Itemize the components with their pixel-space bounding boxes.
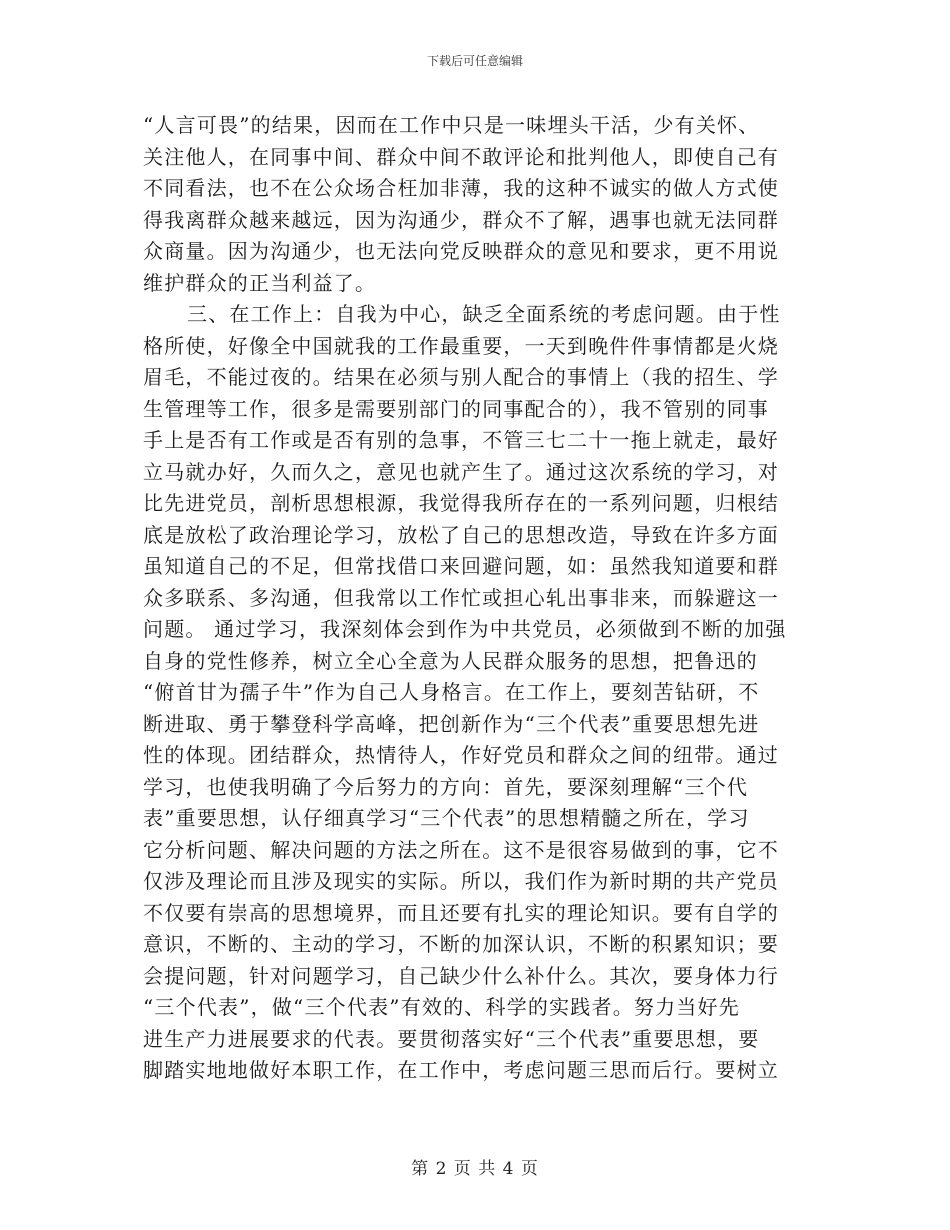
text-line: 脚踏实地地做好本职工作，在工作中，考虑问题三思而后行。要树立 xyxy=(143,1058,779,1082)
text-line: 眉毛，不能过夜的。结果在必须与别人配合的事情上（我的招生、学 xyxy=(143,365,779,389)
page-header: 下载后可任意编辑 xyxy=(426,54,523,68)
text-line: 问题。 通过学习，我深刻体会到作为中共党员，必须做到不断的加强 xyxy=(143,617,787,641)
text-line: 维护群众的正当利益了。 xyxy=(143,270,377,295)
text-line: 格所使，好像全中国就我的工作最重要，一天到晚件件事情都是火烧 xyxy=(143,333,779,358)
text-line: 它分析问题、解决问题的方法之所在。这不是很容易做到的事，它不 xyxy=(143,837,779,862)
text-line: 生管理等工作，很多是需要别部门的同事配合的），我不管别的同事 xyxy=(143,396,769,421)
text-line: 不同看法，也不在公众场合枉加非薄，我的这种不诚实的做人方式使 xyxy=(143,176,779,200)
text-line: 众多联系、多沟通，但我常以工作忙或担心轧出事非来，而躲避这一 xyxy=(143,585,779,610)
text-line: 底是放松了政治理论学习，放松了自己的思想改造，导致在许多方面 xyxy=(143,522,779,547)
text-line: 得我离群众越来越远，因为沟通少，群众不了解，遇事也就无法同群 xyxy=(143,207,779,232)
text-line: 比先进党员，剖析思想根源，我觉得我所存在的一系列问题，归根结 xyxy=(143,491,779,515)
text-line: 表”重要思想，认仔细真学习“三个代表”的思想精髓之所在，学习 xyxy=(143,806,750,830)
text-line: 立马就办好，久而久之，意见也就产生了。通过这次系统的学习，对 xyxy=(143,459,779,484)
text-line: 意识，不断的、主动的学习，不断的加深认识，不断的积累知识；要 xyxy=(143,932,779,956)
document-body xyxy=(143,110,803,1087)
text-line: “三个代表”，做“三个代表”有效的、科学的实践者。努力当好先 xyxy=(143,995,740,1019)
text-line: 手上是否有工作或是否有别的急事，不管三七二十一拖上就走，最好 xyxy=(143,428,779,452)
text-line: 进生产力进展要求的代表。要贯彻落实好“三个代表”重要思想，要 xyxy=(143,1026,760,1051)
text-line: “人言可畏”的结果，因而在工作中只是一味埋头干活，少有关怀、 xyxy=(143,113,760,137)
text-line: 仅涉及理论而且涉及现实的实际。所以，我们作为新时期的共产党员 xyxy=(143,869,779,893)
text-line: 关注他人，在同事中间、群众中间不敢评论和批判他人，即使自己有 xyxy=(143,144,779,169)
text-line: 断进取、勇于攀登科学高峰，把创新作为“三个代表”重要思想先进 xyxy=(143,711,760,736)
text-line: 学习，也使我明确了今后努力的方向：首先，要深刻理解“三个代 xyxy=(143,774,749,799)
page-number-footer: 第 2 页 共 4 页 xyxy=(411,1159,539,1179)
text-line: 不仅要有崇高的思想境界，而且还要有扎实的理论知识。要有自学的 xyxy=(143,900,779,925)
text-line: 自身的党性修养，树立全心全意为人民群众服务的思想，把鲁迅的 xyxy=(143,648,758,673)
text-line: 性的体现。团结群众，热情待人，作好党员和群众之间的纽带。通过 xyxy=(143,743,779,767)
text-line: “俯首甘为孺子牛”作为自己人身格言。在工作上，要刻苦钻研，不 xyxy=(143,680,760,704)
paragraph-start-line: 三、在工作上：自我为中心，缺乏全面系统的考虑问题。由于性 xyxy=(187,302,781,326)
text-line: 虽知道自己的不足，但常找借口来回避问题，如：虽然我知道要和群 xyxy=(143,554,779,578)
text-line: 众商量。因为沟通少，也无法向党反映群众的意见和要求，更不用说 xyxy=(143,239,779,263)
text-line: 会提问题，针对问题学习，自己缺少什么补什么。其次，要身体力行 xyxy=(143,963,779,988)
